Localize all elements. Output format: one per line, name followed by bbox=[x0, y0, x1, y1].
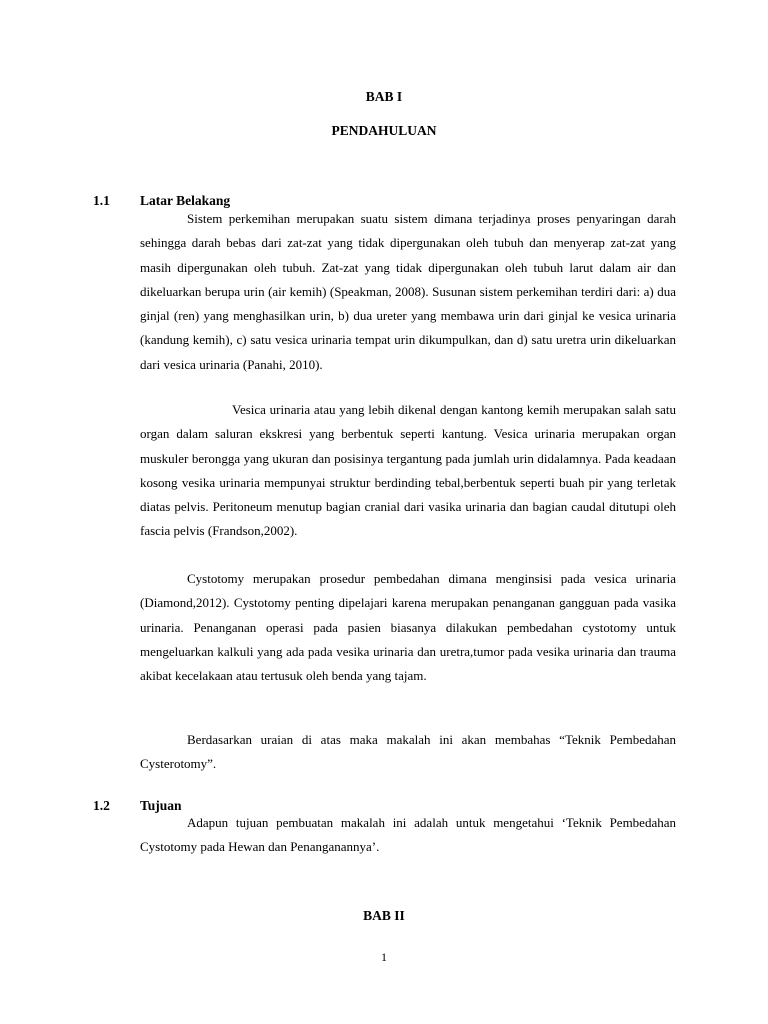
section-title: Latar Belakang bbox=[140, 193, 231, 208]
chapter-label: BAB I bbox=[365, 89, 403, 104]
chapter-label: BAB II bbox=[363, 908, 405, 923]
section-number: 1.1 bbox=[93, 193, 110, 208]
paragraph: Adapun tujuan pembuatan makalah ini adalah untuk mengetahui ‘Teknik Pembedahan Cystotomy pada Hewan dan Penanganannya’. bbox=[140, 815, 676, 855]
paragraph: Cystotomy merupakan prosedur pembedahan dimana menginsisi pada vesica urinaria (Diamond,2012). Cystotomy penting dipelajari karena merupakan penanganan gangguan pada vasika urinaria. Penanganan operasi pada pasien biasanya dilakukan pembedahan cystotomy untuk mengeluarkan kalkuli yang ada pada vesika urinaria dan uretra,tumor pada vesika urinaria dan trauma akibat kecelakaan atau tertusuk oleh benda yang tajam. bbox=[140, 571, 676, 684]
paragraph: Vesica urinaria atau yang lebih dikenal dengan kantong kemih merupakan salah satu organ dalam saluran ekskresi yang berbentuk seperti kantung. Vesica urinaria merupakan organ muskuler berongga yang ukuran dan posisinya tergantung pada jumlah urin didalamnya. Pada keadaan kosong vesika urinaria mempunyai struktur berdinding tebal,berbentuk seperti buah pir yang terletak diatas pelvis. Peritoneum menutup bagian cranial dari vasika urinaria dan bagian caudal ditutupi oleh fascia pelvis (Frandson,2002). bbox=[140, 402, 676, 539]
chapter-title: PENDAHULUAN bbox=[331, 123, 437, 138]
page-number: 1 bbox=[381, 950, 387, 964]
paragraph: Sistem perkemihan merupakan suatu sistem dimana terjadinya proses penyaringan darah sehingga darah bebas dari zat-zat yang tidak dipergunakan oleh tubuh dan menyerap zat-zat yang masih dipergunakan oleh tubuh. Zat-zat yang tidak dipergunakan oleh tubuh larut dalam air dan dikeluarkan berupa urin (air kemih) (Speakman, 2008). Susunan sistem perkemihan terdiri dari: a) dua ginjal (ren) yang menghasilkan urin, b) dua ureter yang membawa urin dari ginjal ke vesica urinaria (kandung kemih), c) satu vesica urinaria tempat urin dikumpulkan, dan d) satu uretra urin dikeluarkan dari vesica urinaria (Panahi, 2010). bbox=[140, 211, 676, 372]
section-title: Tujuan bbox=[140, 798, 182, 813]
paragraph: Berdasarkan uraian di atas maka makalah ini akan membahas “Teknik Pembedahan Cysterotomy”. bbox=[140, 732, 676, 772]
section-number: 1.2 bbox=[93, 798, 110, 813]
